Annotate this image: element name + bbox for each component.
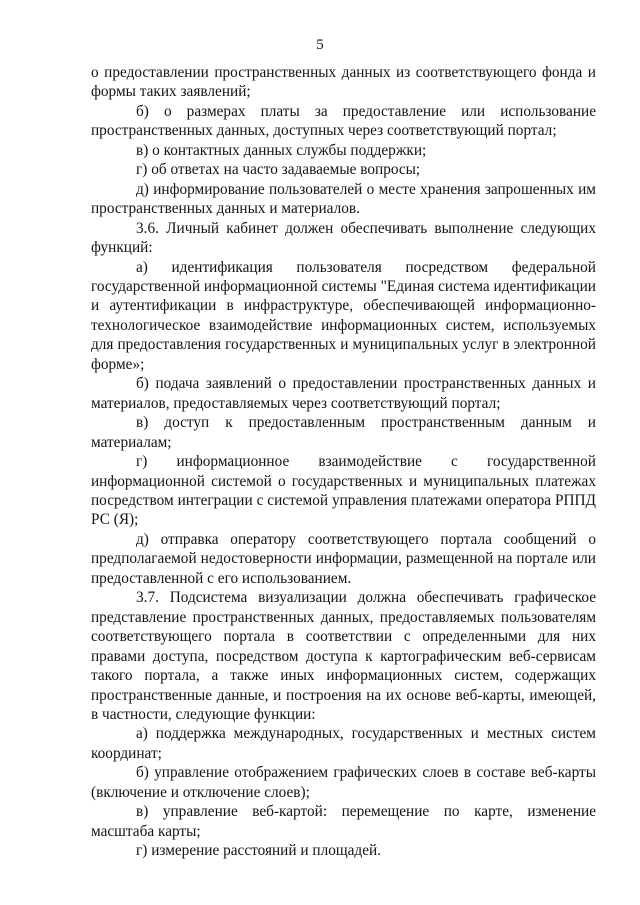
paragraph-item-v-support: в) о контактных данных службы поддержки; [136, 141, 427, 159]
paragraph-item-b-layers: б) управление отображением графических слоев в составе веб-карты (включение и отключение слоев); [91, 764, 596, 801]
paragraph-continuation: о предоставлении пространственных данных из соответствующего фонда и формы таких заявлений; [91, 64, 596, 101]
paragraph-item-d-storage: д) информирование пользователей о месте хранения запрошенных им пространственных данных и материалов. [91, 180, 596, 218]
paragraph-item-b-fees: б) о размерах платы за предоставление или использование пространственных данных, доступных через соответствующий портал; [91, 102, 596, 140]
paragraph-section-3-6: 3.6. Личный кабинет должен обеспечивать выполнение следующих функций: [91, 219, 596, 257]
document-body [91, 63, 596, 861]
paragraph-item-d-report: д) отправка оператору соответствующего портала сообщений о предполагаемой недостоверности информации, размещенной на портале или предоставленной с его использованием. [91, 530, 596, 587]
paragraph-item-g-faq: г) об ответах на часто задаваемые вопросы; [136, 161, 421, 179]
paragraph-item-v-map-control: в) управление веб-картой: перемещение по карте, изменение масштаба карты; [91, 803, 596, 840]
paragraph-item-a-coordinates: а) поддержка международных, государственных и местных систем координат; [91, 725, 596, 762]
paragraph-item-g-interaction: г) информационное взаимодействие с государственной информационной системой о государственных и муниципальных платежах посредством интеграции с системой управления платежами оператора РППД РС (Я); [91, 453, 596, 529]
paragraph-item-b-applications: б) подача заявлений о предоставлении пространственных данных и материалов, предоставляемых через соответствующий портал; [91, 375, 596, 412]
paragraph-item-g-measurement: г) измерение расстояний и площадей. [136, 842, 382, 860]
paragraph-section-3-7: 3.7. Подсистема визуализации должна обеспечивать графическое представление пространственных данных, предоставляемых пользователям соответствующего портала в соответствии с определенными для них правами доступа, посредством доступа к картографическим веб-сервисам такого портала, а также иных информационных систем, содержащих пространственные данные, и построения на их основе веб-карты, имеющей, в частности, следующие функции: [91, 589, 596, 723]
paragraph-item-v-access: в) доступ к предоставленным пространственным данным и материалам; [91, 414, 596, 451]
paragraph-item-a-identification: а) идентификация пользователя посредством федеральной государственной информационной системы "Единая система идентификации и аутентификации в инфраструктуре, обеспечивающей информационно-технологическое взаимодействие информационных систем, используемых для предоставления государственных и муниципальных услуг в электронной форме»; [91, 258, 596, 373]
page-number: 5 [316, 37, 324, 53]
